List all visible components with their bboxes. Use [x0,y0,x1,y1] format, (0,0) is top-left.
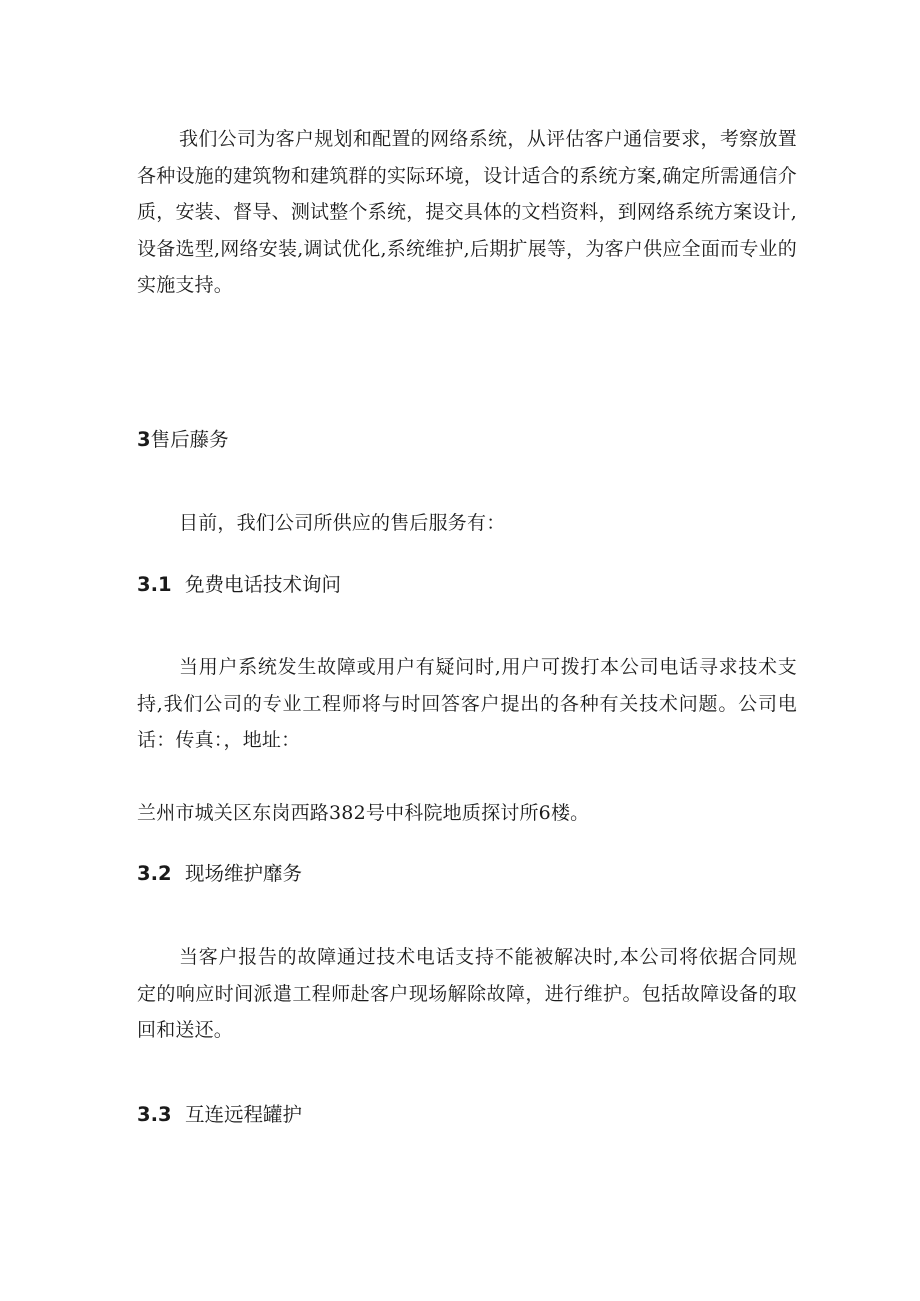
intro-paragraph: 我们公司为客户规划和配置的网络系统，从评估客户通信要求，考察放置各种设施的建筑物和建筑群的实际环境，设计适合的系统方案,确定所需通信介质，安装、督导、测试整个系统，提交具体的文档资料，到网络系统方案设计,设备选型,网络安装,调试优化,系统维护,后期扩展等，为客户供应全面而专业的实施支持。 [137,128,797,296]
section-3-2-number: 3.2 [137,862,172,885]
section-3-1-paragraph: 当用户系统发生故障或用户有疑问时,用户可拨打本公司电话寻求技术支持,我们公司的专业工程师将与时回答客户提出的各种有关技术问题。公司电话：传真：，地址： [137,656,797,751]
section-3-2-title: 现场维护靡务 [185,862,303,885]
section-3-3-heading [137,1100,302,1130]
section-3-intro: 目前，我们公司所供应的售后服务有： [179,512,506,534]
section-3-title: 售后藤务 [150,428,229,451]
section-3-heading [137,425,229,455]
section-3-number: 3 [137,428,151,451]
section-3-2-paragraph: 当客户报告的故障通过技术电话支持不能被解决时,本公司将依据合同规定的响应时间派遣工程师赴客户现场解除故障，进行维护。包括故障设备的取回和送还。 [137,946,797,1041]
section-3-3-number: 3.3 [137,1103,172,1126]
section-3-1-title: 免费电话技术询问 [185,573,342,596]
section-3-2-heading [137,859,302,889]
section-3-1-heading [137,570,341,600]
section-3-3-title: 互连远程罐护 [185,1103,303,1126]
section-3-1-address: 兰州市城关区东岗西路382号中科院地质探讨所6楼。 [137,802,590,824]
section-3-1-number: 3.1 [137,573,172,596]
